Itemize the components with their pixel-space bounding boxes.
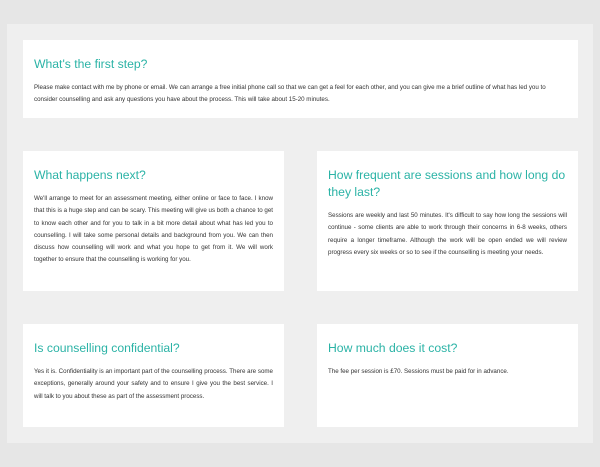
faq-answer-cost: The fee per session is £70. Sessions must be paid for in advance.: [328, 368, 509, 375]
faq-answer-first-step: Please make contact with me by phone or email. We can arrange a free initial phone call so that we can get a feel for each other, and you can give me a brief outline of what has led you to consider counselling and ask any questions you have about the process. This will take about 15-20 minutes.: [34, 84, 546, 104]
faq-panel: [7, 24, 593, 443]
faq-question-cost: How much does it cost?: [328, 341, 458, 355]
faq-answer-frequency: Sessions are weekly and last 50 minutes. It's difficult to say how long the sessions will continue - some clients are able to work through their concerns in 6-8 weeks, others require a longer timeframe. Although the work will be open ended we will review progress every six weeks or so to see if the counselling is meeting your needs.: [328, 212, 567, 256]
faq-card-what-next: [23, 151, 284, 291]
faq-card-confidential: [23, 324, 284, 427]
faq-card-cost: [317, 324, 578, 427]
faq-question-confidential: Is counselling confidential?: [34, 341, 180, 355]
faq-card-first-step: [23, 40, 578, 118]
faq-answer-confidential: Yes it is. Confidentiality is an important part of the counselling process. There are some exceptions, generally around your safety and to ensure I give you the best service. I will talk to you about these as part of the assessment process.: [34, 368, 273, 400]
faq-question-frequency: How frequent are sessions and how long do they last?: [328, 168, 566, 199]
faq-question-first-step: What's the first step?: [34, 57, 148, 71]
faq-card-frequency: [317, 151, 578, 291]
faq-question-what-next: What happens next?: [34, 168, 146, 182]
faq-answer-what-next: We'll arrange to meet for an assessment meeting, either online or face to face. I know that this is a huge step and can be scary. This meeting will give us both a chance to get to know each other and for you to talk in a bit more detail about what has led you to counselling. I will take some personal details and background from you. We can then discuss how counselling will work and what you hope to get from it. We will work together to ensure that the counselling is working for you.: [34, 195, 273, 264]
